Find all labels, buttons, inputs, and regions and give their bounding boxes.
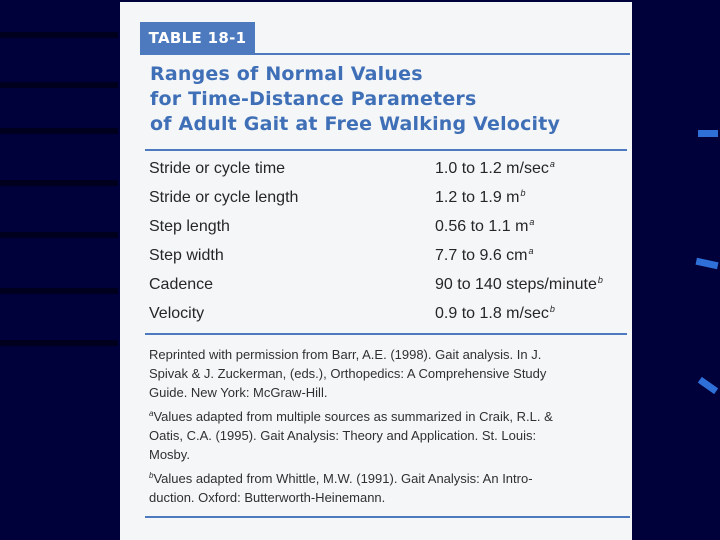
note-line: Spivak & J. Zuckerman, (eds.), Orthopedics: A Comprehensive Study bbox=[149, 366, 547, 381]
table-title bbox=[150, 62, 620, 137]
note-line bbox=[149, 404, 614, 426]
note-line: Mosby. bbox=[149, 447, 190, 462]
footnote-a bbox=[149, 404, 614, 464]
parameter-name: Step width bbox=[149, 246, 224, 264]
footnote-b bbox=[149, 466, 614, 507]
footnote-marker: b bbox=[549, 304, 555, 314]
parameter-table bbox=[149, 154, 624, 328]
note-line bbox=[149, 466, 614, 488]
value-range: 90 to 140 steps/minute bbox=[435, 276, 597, 293]
value-range: 1.0 to 1.2 m/sec bbox=[435, 160, 549, 177]
footnote-marker: b bbox=[597, 275, 603, 285]
parameter-name: Stride or cycle length bbox=[149, 188, 299, 206]
parameter-name: Cadence bbox=[149, 275, 214, 293]
value-cell bbox=[435, 246, 534, 265]
table-row bbox=[149, 270, 624, 299]
value-cell bbox=[435, 159, 555, 178]
note-line: Reprinted with permission from Barr, A.E. (1998). Gait analysis. In J. bbox=[149, 347, 542, 362]
footnote-marker: a bbox=[549, 159, 555, 169]
footnote-marker: a bbox=[149, 409, 154, 418]
note-line: Oatis, C.A. (1995). Gait Analysis: Theory and Application. St. Louis: bbox=[149, 428, 537, 443]
note-text: Values adapted from multiple sources as summarized in Craik, R.L. & bbox=[153, 409, 553, 424]
source-note bbox=[149, 345, 614, 402]
note-line: duction. Oxford: Butterworth-Heinemann. bbox=[149, 490, 386, 505]
footnote-marker: b bbox=[520, 188, 526, 198]
value-range: 0.9 to 1.8 m/sec bbox=[435, 305, 549, 322]
table-row bbox=[149, 299, 624, 328]
table-row bbox=[149, 241, 624, 270]
footnote-marker: a bbox=[528, 246, 534, 256]
bottom-rule bbox=[145, 516, 630, 518]
footnote-marker: a bbox=[529, 217, 535, 227]
title-line: of Adult Gait at Free Walking Velocity bbox=[150, 113, 561, 135]
value-cell bbox=[435, 217, 534, 236]
right-background bbox=[634, 0, 720, 540]
table-page bbox=[120, 2, 632, 540]
parameter-name: Stride or cycle time bbox=[149, 159, 286, 177]
note-text: Values adapted from Whittle, M.W. (1991). Gait Analysis: An Intro- bbox=[153, 471, 533, 486]
value-range: 0.56 to 1.1 m bbox=[435, 218, 529, 235]
title-line: for Time-Distance Parameters bbox=[150, 88, 477, 110]
value-range: 7.7 to 9.6 cm bbox=[435, 247, 528, 264]
value-cell bbox=[435, 304, 555, 323]
table-number-tag: TABLE 18-1 bbox=[140, 22, 255, 53]
parameter-name: Velocity bbox=[149, 304, 205, 322]
footnotes bbox=[149, 345, 614, 509]
value-cell bbox=[435, 275, 603, 294]
table-row bbox=[149, 212, 624, 241]
footer-rule bbox=[145, 333, 627, 335]
table-row bbox=[149, 183, 624, 212]
title-line: Ranges of Normal Values bbox=[150, 63, 423, 85]
footnote-marker: b bbox=[149, 471, 154, 480]
value-cell bbox=[435, 188, 526, 207]
tag-underline bbox=[140, 53, 630, 55]
parameter-name: Step length bbox=[149, 217, 230, 235]
value-range: 1.2 to 1.9 m bbox=[435, 189, 520, 206]
table-row bbox=[149, 154, 624, 183]
decorative-blue-mark bbox=[698, 130, 718, 137]
header-rule bbox=[145, 149, 627, 151]
note-line: Guide. New York: McGraw-Hill. bbox=[149, 385, 328, 400]
left-background-stripes bbox=[0, 0, 120, 540]
